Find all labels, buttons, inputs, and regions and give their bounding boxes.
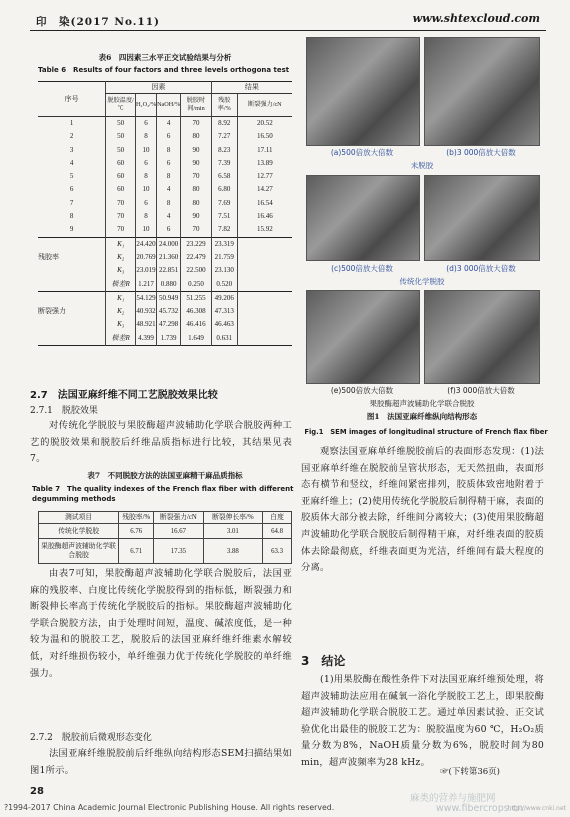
table6-index-name bbox=[38, 318, 106, 331]
table6-k-row bbox=[38, 237, 292, 251]
table6-cell: 1 bbox=[69, 119, 74, 127]
cnki-link[interactable]: http://www.cnki.net bbox=[507, 805, 566, 812]
table6-cell: 70 bbox=[181, 170, 212, 183]
table6-cell: 16.46 bbox=[237, 210, 292, 223]
table6-cell: 7.27 bbox=[211, 130, 237, 143]
table6-k-value: 24.420 bbox=[135, 237, 156, 251]
table6-k-empty bbox=[237, 278, 292, 292]
table6-cell: 10 bbox=[135, 223, 156, 237]
t7-r1-elongation: 3.01 bbox=[203, 524, 263, 539]
table6-k-value: 0.631 bbox=[211, 332, 237, 346]
table6-k-value: 20.769 bbox=[135, 251, 156, 264]
fig-cap-e: (e)500倍放大倍数 bbox=[330, 386, 394, 395]
table6-cell: 8.92 bbox=[211, 117, 237, 131]
sem-image-e bbox=[306, 290, 420, 384]
col-naoh: NaOH/% bbox=[157, 94, 181, 117]
table6-cell: 14.27 bbox=[237, 183, 292, 196]
sem-image-b bbox=[424, 37, 540, 146]
table6-cell: 4 bbox=[69, 158, 74, 167]
table6-cell: 8 bbox=[135, 130, 156, 143]
table6-cell: 2 bbox=[69, 132, 74, 141]
table6-row bbox=[38, 223, 292, 237]
t7-r2-strength: 17.35 bbox=[154, 539, 203, 564]
para-table7-analysis: 由表7可知，果胶酶超声波辅助化学联合脱胶后，法国亚麻的残胶率、白度比传统化学脱胶得到的指标低，断裂强力和断裂伸长率高于传统化学脱胶后的指标。果胶酶超声波辅助化学联合脱胶方法，由于处理时间短，温度、碱浓度低，是一种较为温和的脱胶工艺，脱胶后的法国亚麻纤维纤维素水解较低，对纤维损伤较小，单纤维强力优于传统化学脱胶的单纤维强力。 bbox=[30, 568, 292, 679]
table6-cell: 8 bbox=[69, 212, 74, 221]
table6-cell: 50 bbox=[106, 144, 136, 157]
table6-index-name bbox=[38, 264, 106, 277]
table6-k-label: K₃ bbox=[106, 318, 136, 331]
section-2-7-title: 2.7 法国亚麻纤维不同工艺脱胶效果比较 bbox=[30, 390, 218, 401]
table6-k-value: 23.019 bbox=[135, 264, 156, 277]
header-rule bbox=[30, 30, 546, 31]
watermark-url[interactable]: www.fibercrops.cn bbox=[436, 803, 523, 814]
table6-cell: 8 bbox=[157, 170, 181, 183]
table6-cell: 13.89 bbox=[237, 157, 292, 170]
table6-cell: 70 bbox=[181, 117, 212, 131]
table6-k-value: 46.308 bbox=[181, 305, 212, 318]
table6-k-label: K₃ bbox=[106, 264, 136, 277]
table6-index-name bbox=[38, 291, 106, 305]
table6-k-value: 47.298 bbox=[157, 318, 181, 331]
table6-k-label: 极差R bbox=[106, 278, 136, 292]
table6-k-value: 1.217 bbox=[135, 278, 156, 292]
table6-k-row bbox=[38, 251, 292, 264]
fig-cap-d: (d)3 000倍放大倍数 bbox=[446, 264, 516, 273]
table6-cell: 9 bbox=[69, 225, 74, 234]
table6-k-value: 23.130 bbox=[211, 264, 237, 277]
t7-head-residual: 残胶率/% bbox=[119, 512, 154, 524]
table6-cell: 6.58 bbox=[211, 170, 237, 183]
fig-group-chemical: 传统化学脱胶 bbox=[399, 277, 445, 286]
table6-k-value: 24.000 bbox=[157, 237, 181, 251]
table6-cell: 90 bbox=[181, 144, 212, 157]
site-url[interactable]: www.shtexcloud.com bbox=[412, 12, 540, 25]
table6-k-value: 48.921 bbox=[135, 318, 156, 331]
copyright-line: ?1994-2017 China Academic Journal Electronic Publishing House. All rights reserved. bbox=[4, 803, 335, 812]
para-conclusion-1: (1)用果胶酶在酸性条件下对法国亚麻纤维预处理，将超声波辅助法应用在碱氧一浴化学脱胶工艺上，即果胶酶超声波辅助化学联合脱胶工艺。通过单因素试验、正交试验优化出最佳的脱胶工艺为：脱胶温度为60 ℃，H₂O₂质量分数为8%，NaOH质量分数为6%，脱胶时间为80 min，超声波频率为28 kHz。 bbox=[301, 674, 544, 768]
table6-index-name: 断裂强力 bbox=[38, 307, 66, 316]
table6-cell: 80 bbox=[181, 130, 212, 143]
table6-cell: 6 bbox=[157, 223, 181, 237]
table6-k-row bbox=[38, 332, 292, 346]
table6-cell: 70 bbox=[181, 223, 212, 237]
fig-cap-a: (a)500倍放大倍数 bbox=[330, 148, 394, 157]
t7-r2-whiteness: 63.3 bbox=[263, 539, 292, 564]
col-time: 脱胶时间/min bbox=[181, 94, 212, 117]
table6-cell: 8 bbox=[157, 144, 181, 157]
table6-cell: 4 bbox=[157, 117, 181, 131]
table6-cell: 16.50 bbox=[237, 130, 292, 143]
table6-cell: 80 bbox=[181, 183, 212, 196]
section-2-7-1-title: 2.7.1 脱胶效果 bbox=[30, 406, 98, 416]
table6-cell: 7.51 bbox=[211, 210, 237, 223]
table6-cell: 60 bbox=[106, 170, 136, 183]
table6-index-name bbox=[38, 278, 106, 292]
table6-row bbox=[38, 117, 292, 131]
table7-caption-cn: 表7 不同脱胶方法的法国亚麻精干麻品质指标 bbox=[87, 471, 243, 480]
table6-k-label: K₁ bbox=[106, 291, 136, 305]
table6-k-label: K₂ bbox=[106, 251, 136, 264]
table6-k-empty bbox=[237, 291, 292, 305]
table6-cell: 5 bbox=[69, 172, 74, 181]
fig-cap-f: (f)3 000倍放大倍数 bbox=[447, 386, 515, 395]
table6-caption-cn: 表6 四因素三水平正交试验结果与分析 bbox=[98, 53, 232, 62]
fig-group-enzyme: 果胶酶超声波辅助化学联合脱胶 bbox=[369, 399, 475, 408]
table6-cell: 3 bbox=[69, 145, 74, 154]
table6-cell: 50 bbox=[106, 117, 136, 131]
table6-index-name bbox=[38, 237, 106, 251]
table6-k-value: 49.206 bbox=[211, 291, 237, 305]
t7-head-item: 测试项目 bbox=[39, 512, 119, 524]
table6-cell: 6 bbox=[157, 130, 181, 143]
table6-k-value: 51.255 bbox=[181, 291, 212, 305]
table6-index-name bbox=[38, 332, 106, 346]
table6-cell: 8 bbox=[135, 170, 156, 183]
fig-cap-b: (b)3 000倍放大倍数 bbox=[446, 148, 516, 157]
table6-k-value: 0.250 bbox=[181, 278, 212, 292]
table6-row bbox=[38, 157, 292, 170]
table6-k-row bbox=[38, 278, 292, 292]
table6-k-empty bbox=[237, 237, 292, 251]
col-h2o2: H₂O₂/% bbox=[135, 94, 156, 117]
table6-cell: 90 bbox=[181, 157, 212, 170]
table6-k-value: 1.649 bbox=[181, 332, 212, 346]
continued-note: ☞(下转第36页) bbox=[440, 767, 500, 777]
group-factor: 因素 bbox=[106, 82, 212, 94]
table6-cell: 70 bbox=[106, 210, 136, 223]
table6-cell: 70 bbox=[106, 197, 136, 210]
table6-k-row bbox=[38, 318, 292, 331]
table6-cell: 6 bbox=[135, 197, 156, 210]
table6-cell: 80 bbox=[181, 197, 212, 210]
table6-k-row bbox=[38, 264, 292, 277]
table6-cell: 6 bbox=[135, 157, 156, 170]
section-2-7-2-title: 2.7.2 脱胶前后微观形态变化 bbox=[30, 733, 152, 743]
table6-cell: 20.52 bbox=[237, 117, 292, 131]
table6-k-value: 23.229 bbox=[181, 237, 212, 251]
table6-k-value: 1.739 bbox=[157, 332, 181, 346]
table6-row bbox=[38, 144, 292, 157]
table6-row bbox=[38, 210, 292, 223]
table6-index-name: 残胶率 bbox=[38, 252, 59, 261]
table6-k-label: K₁ bbox=[106, 237, 136, 251]
table6-cell: 10 bbox=[135, 183, 156, 196]
table6-k-row bbox=[38, 291, 292, 305]
table6-cell: 7.82 bbox=[211, 223, 237, 237]
table6-k-value: 50.949 bbox=[157, 291, 181, 305]
table6-k-value: 21.360 bbox=[157, 251, 181, 264]
table6-cell: 17.11 bbox=[237, 144, 292, 157]
sem-image-c bbox=[306, 175, 420, 261]
para-2-7-2: 法国亚麻纤维脱胶前后纤维纵向结构形态SEM扫描结果如图1所示。 bbox=[30, 748, 292, 776]
col-temp: 脱胶温度/℃ bbox=[106, 94, 136, 117]
table6-cell: 7.69 bbox=[211, 197, 237, 210]
table6-cell: 6 bbox=[135, 117, 156, 131]
t7-r2-elongation: 3.88 bbox=[203, 539, 263, 564]
table6-row bbox=[38, 170, 292, 183]
watermark-cn: 麻类的营养与施肥网 bbox=[410, 793, 496, 804]
table6-k-value: 46.416 bbox=[181, 318, 212, 331]
table6-k-value: 22.500 bbox=[181, 264, 212, 277]
table6-cell: 4 bbox=[157, 183, 181, 196]
table7-caption-en: Table 7 The quality indexes of the French flax fiber with different degumming methods bbox=[32, 485, 294, 503]
group-result: 结果 bbox=[211, 82, 292, 94]
table6-cell: 60 bbox=[106, 157, 136, 170]
table6-k-value: 0.520 bbox=[211, 278, 237, 292]
t7-head-elongation: 断裂伸长率/% bbox=[203, 512, 263, 524]
table6-k-empty bbox=[237, 251, 292, 264]
table6-k-label: K₂ bbox=[106, 305, 136, 318]
sem-image-a bbox=[306, 37, 420, 146]
table6-k-empty bbox=[237, 318, 292, 331]
table6-cell: 6 bbox=[69, 185, 74, 194]
sem-image-f bbox=[424, 290, 540, 384]
table6-k-value: 54.129 bbox=[135, 291, 156, 305]
table6-k-value: 22.479 bbox=[181, 251, 212, 264]
table6-cell: 90 bbox=[181, 210, 212, 223]
table6-k-value: 45.732 bbox=[157, 305, 181, 318]
table6-cell: 15.92 bbox=[237, 223, 292, 237]
table6-k-row bbox=[38, 305, 292, 318]
fig1-caption-en: Fig.1 SEM images of longitudinal structure of French flax fiber bbox=[304, 428, 548, 436]
table6-cell: 6.80 bbox=[211, 183, 237, 196]
t7-r2-residual: 6.71 bbox=[119, 539, 154, 564]
table6-k-empty bbox=[237, 264, 292, 277]
t7-r2-item: 果胶酶超声波辅助化学联合脱胶 bbox=[39, 539, 119, 564]
col-serial: 序号 bbox=[38, 82, 106, 117]
fig-cap-c: (c)500倍放大倍数 bbox=[331, 264, 393, 273]
table6-row bbox=[38, 197, 292, 210]
table6-k-value: 22.851 bbox=[157, 264, 181, 277]
table6-cell: 60 bbox=[106, 183, 136, 196]
t7-head-strength: 断裂强力/cN bbox=[154, 512, 203, 524]
table6-cell: 8 bbox=[135, 210, 156, 223]
table6-cell: 8.23 bbox=[211, 144, 237, 157]
para-2-7-1: 对传统化学脱胶与果胶酶超声波辅助化学联合脱胶两种工艺的脱胶效果和脱胶后纤维品质指标进行比较，其结果见表7。 bbox=[30, 420, 292, 465]
table6-cell: 4 bbox=[157, 210, 181, 223]
fig1-caption-cn: 图1 法国亚麻纤维纵向结构形态 bbox=[366, 412, 478, 421]
table6-k-label: 极差R bbox=[106, 332, 136, 346]
table6-k-value: 46.463 bbox=[211, 318, 237, 331]
table6-cell: 8 bbox=[157, 197, 181, 210]
table6-k-empty bbox=[237, 332, 292, 346]
table6-cell: 6 bbox=[157, 157, 181, 170]
table6-k-value: 23.319 bbox=[211, 237, 237, 251]
table6-cell: 7.39 bbox=[211, 157, 237, 170]
section-3-title: 3 结论 bbox=[301, 654, 346, 668]
t7-r1-residual: 6.76 bbox=[119, 524, 154, 539]
t7-r1-item: 传统化学脱胶 bbox=[39, 524, 119, 539]
table7 bbox=[38, 511, 292, 564]
col-residual: 残胶率/% bbox=[211, 94, 237, 117]
table6 bbox=[38, 81, 292, 346]
table6-caption-en: Table 6 Results of four factors and three levels orthogona test bbox=[38, 66, 290, 74]
t7-r1-whiteness: 64.8 bbox=[263, 524, 292, 539]
table6-cell: 70 bbox=[106, 223, 136, 237]
table6-cell: 16.54 bbox=[237, 197, 292, 210]
table6-cell: 12.77 bbox=[237, 170, 292, 183]
table6-row bbox=[38, 183, 292, 196]
table6-k-value: 0.880 bbox=[157, 278, 181, 292]
table6-k-value: 4.399 bbox=[135, 332, 156, 346]
table6-k-value: 47.313 bbox=[211, 305, 237, 318]
sem-image-d bbox=[424, 175, 540, 261]
para-observation: 观察法国亚麻单纤维脱胶前后的表面形态发现：(1)法国亚麻单纤维在脱胶前呈管状形态，无天然扭曲，表面形态有横节和竖纹，纤维间紧密排列，胶质体致密地附着于亚麻纤维上；(2)使用传统化学脱胶后制得精干麻，表面的胶质体大部分被去除，纤维间分离较大；(3)使用果胶酶超声波辅助化学联合脱胶后制得精干麻，对纤维表面的胶质体去除最彻底，纤维表面更为光洁，纤维间有最大程度的分离。 bbox=[301, 446, 544, 574]
col-strength: 断裂强力/cN bbox=[237, 94, 292, 117]
t7-head-whiteness: 白度 bbox=[263, 512, 292, 524]
page-number: 28 bbox=[30, 786, 44, 797]
table6-k-value: 21.759 bbox=[211, 251, 237, 264]
table6-k-empty bbox=[237, 305, 292, 318]
fig-group-untreated: 未脱胶 bbox=[410, 161, 434, 170]
journal-header: 印 染(2017 No.11) bbox=[36, 16, 160, 28]
table6-cell: 7 bbox=[69, 198, 74, 207]
table6-cell: 10 bbox=[135, 144, 156, 157]
table6-cell: 50 bbox=[106, 130, 136, 143]
table6-row bbox=[38, 130, 292, 143]
t7-r1-strength: 16.67 bbox=[154, 524, 203, 539]
table6-k-value: 40.932 bbox=[135, 305, 156, 318]
